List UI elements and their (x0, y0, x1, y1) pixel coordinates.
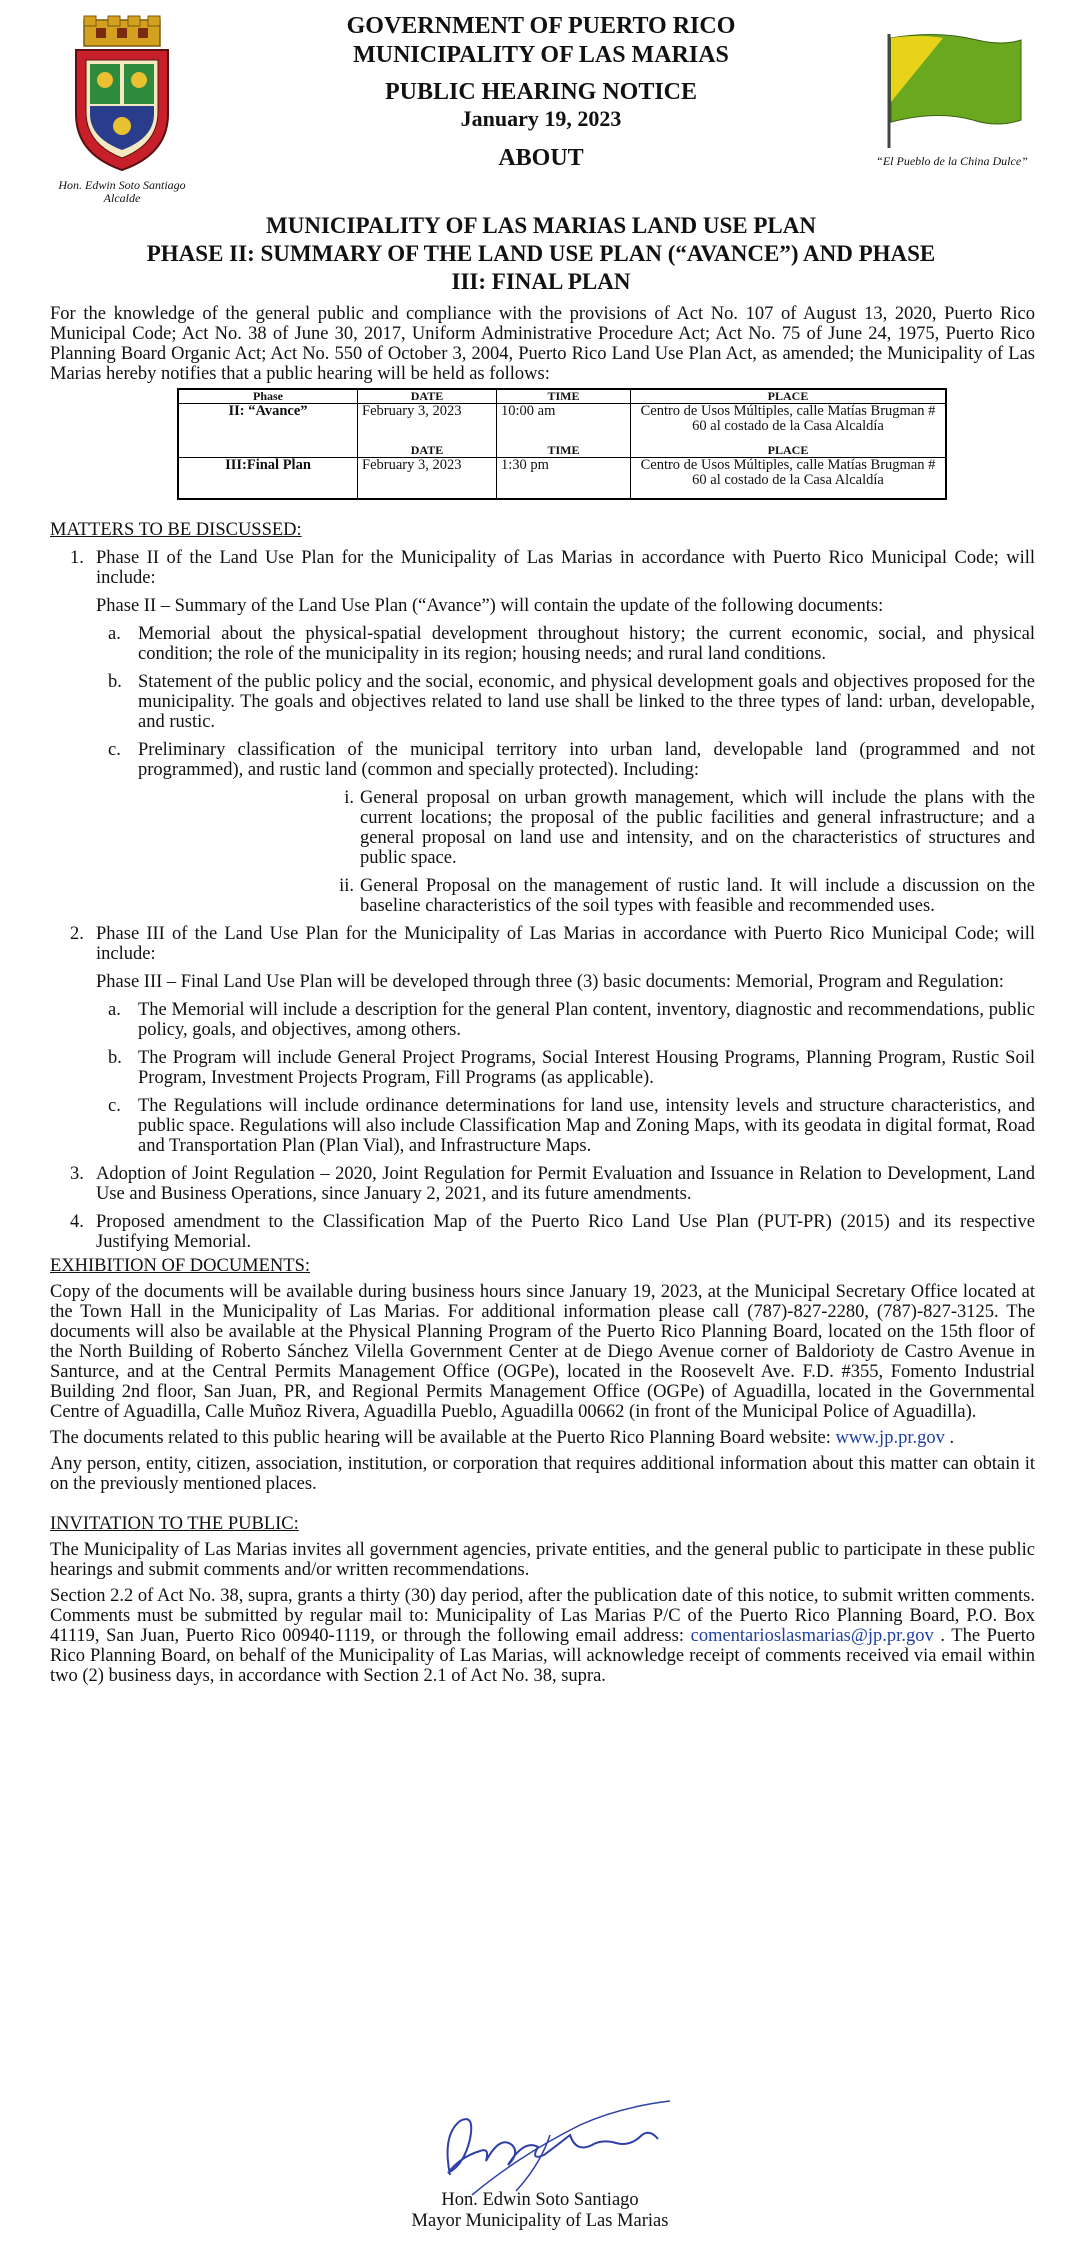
matter-1-text: Phase II of the Land Use Plan for the Municipality of Las Marias in accordance with Puerto Rico Municipal Code; will include: (96, 548, 1035, 588)
planning-board-website-link[interactable]: www.jp.pr.gov (835, 1428, 945, 1448)
list-item (50, 1164, 1035, 1204)
exhibition-paragraph-2 (50, 1428, 1035, 1448)
list-marker: a. (108, 1000, 121, 1020)
notice-date: January 19, 2023 (460, 106, 622, 131)
table-header-place: PLACE (631, 444, 947, 458)
government-title: GOVERNMENT OF PUERTO RICO (346, 13, 736, 39)
invitation-heading: INVITATION TO THE PUBLIC: (50, 1514, 299, 1534)
table-header-phase: Phase (178, 389, 358, 404)
signatory-name: Hon. Edwin Soto Santiago (441, 2190, 639, 2210)
list-marker: 1. (70, 548, 84, 568)
matter-2-sublist (96, 1000, 1035, 1156)
list-marker: 3. (70, 1164, 84, 1184)
plan-title (40, 212, 1042, 296)
list-marker: c. (108, 740, 121, 760)
crest-caption-name: Hon. Edwin Soto Santiago (58, 178, 186, 192)
table-header-phase (178, 444, 358, 458)
invitation-paragraph-2-end: . The Puerto Rico Planning Board, on behalf of the Municipality of Las Marias, will acknowledge receipt of comments received via email within two (2) business days, in accordance with Section 2.1 of Act No. 38, supra. (50, 1626, 1035, 1686)
table-header-row (178, 389, 946, 404)
list-item (338, 876, 1035, 916)
table-row (178, 458, 946, 500)
list-marker: a. (108, 624, 121, 644)
matter-1c-text: Preliminary classification of the municipal territory into urban land, developable land (programmed and not programmed), and rustic land (common and specially protected). Including: (138, 740, 1035, 780)
municipal-flag (842, 30, 1062, 190)
matter-1c-i-text: General proposal on urban growth management, which will include the plans with the current locations; the proposal of the public facilities and general infrastructure; and a general proposal on land use and intensity, and on the characteristics of structures and public space. (360, 788, 1035, 868)
notice-body (50, 304, 1035, 1686)
list-marker: ii. (339, 876, 354, 896)
row-place: Centro de Usos Múltiples, calle Matías Brugman # 60 al costado de la Casa Alcaldía (631, 458, 947, 500)
table-row (178, 404, 946, 445)
matter-1-sublist (96, 624, 1035, 916)
list-marker: 2. (70, 924, 84, 944)
flag-caption: “El Pueblo de la China Dulce” (876, 154, 1028, 168)
row-date: February 3, 2023 (358, 458, 497, 500)
matter-4-text: Proposed amendment to the Classification Map of the Puerto Rico Land Use Plan (PUT-PR) (2015) and its respective Justifying Memorial. (96, 1212, 1035, 1252)
matter-2-sub: Phase III – Final Land Use Plan will be developed through three (3) basic documents: Memorial, Program and Regulation: (96, 972, 1004, 992)
flag-icon (877, 30, 1027, 150)
list-item (96, 1096, 1035, 1156)
table-header-date: DATE (358, 444, 497, 458)
about-label: ABOUT (498, 145, 584, 171)
row-place: Centro de Usos Múltiples, calle Matías Brugman # 60 al costado de la Casa Alcaldía (631, 404, 947, 445)
matter-1a-text: Memorial about the physical-spatial development throughout history; the current economic, social, and physical condition; the role of the municipality in its region; housing needs; and rural land conditions. (138, 624, 1035, 664)
list-item (96, 624, 1035, 664)
notice-title: PUBLIC HEARING NOTICE (384, 79, 698, 105)
list-item (96, 1000, 1035, 1040)
list-marker: c. (108, 1096, 121, 1116)
row-time: 1:30 pm (497, 458, 631, 500)
invitation-paragraph-2-text: Section 2.2 of Act No. 38, supra, grants a thirty (30) day period, after the publication date of this notice, to submit written comments. Comments must be submitted by regular mail to: Municipality of Las Marias P/C of the Puerto Rico Planning Board, P.O. Box 41119, San Juan, Puerto Rico 00940-1119, or through the following email address: (50, 1586, 1035, 1646)
list-item (50, 924, 1035, 1156)
crest-caption-title: Alcalde (103, 191, 141, 205)
crest-icon (62, 14, 182, 174)
list-item (50, 1212, 1035, 1252)
comments-email-link[interactable]: comentarioslasmarias@jp.pr.gov (690, 1626, 934, 1646)
row-phase: III:Final Plan (178, 458, 358, 500)
list-item (338, 788, 1035, 868)
plan-title-line-3: III: FINAL PLAN (451, 269, 631, 294)
row-time: 10:00 am (497, 404, 631, 445)
plan-title-line-2: PHASE II: SUMMARY OF THE LAND USE PLAN (“AVANCE”) AND PHASE (146, 241, 936, 266)
matter-1-sub: Phase II – Summary of the Land Use Plan (“Avance”) will contain the update of the following documents: (96, 596, 884, 616)
exhibition-paragraph-1: Copy of the documents will be available during business hours since January 19, 2023, at the Municipal Secretary Office located at the Town Hall in the Municipality of Las Marias. For additional information please call (787)-827-2280, (787)-827-3125. The documents will also be available at the Physical Planning Program of the Puerto Rico Planning Board, located on the 15th floor of the North Building of Roberto Sánchez Vilella Government Center at de Diego Avenue corner of Baldorioty de Castro Avenue in Santurce, and at the Central Permits Management Office (OGPe), located in the Roosevelt Ave. F.D. #355, Fomento Industrial Building 2nd floor, San Juan, PR, and Regional Permits Management Office (OGPe) of Aguadilla, located in the Governmental Centre of Aguadilla, Calle Muñoz Rivera, Aguadilla Pueblo, Aguadilla 00662 (in front of the Municipal Police of Aguadilla). (50, 1282, 1035, 1422)
hearing-schedule-table (177, 388, 947, 500)
mayor-signature (420, 2095, 700, 2205)
exhibition-heading: EXHIBITION OF DOCUMENTS: (50, 1256, 311, 1276)
row-date: February 3, 2023 (358, 404, 497, 445)
matter-1b-text: Statement of the public policy and the social, economic, and physical development goals and objectives proposed for the municipality. The goals and objectives related to land use shall be linked to the three types of land: urban, developable, and rustic. (138, 672, 1035, 732)
list-marker: i. (344, 788, 354, 808)
list-marker: b. (108, 672, 122, 692)
list-item (96, 1048, 1035, 1088)
matter-1c-sublist (138, 788, 1035, 916)
matter-2a-text: The Memorial will include a description for the general Plan content, inventory, diagnostic and recommendations, public policy, goals, and objectives, among others. (138, 1000, 1035, 1040)
matters-list (50, 548, 1035, 1252)
exhibition-paragraph-2-end: . (944, 1428, 955, 1448)
municipal-crest (32, 14, 212, 204)
matters-heading: MATTERS TO BE DISCUSSED: (50, 520, 302, 540)
list-item (96, 740, 1035, 916)
matter-2-text: Phase III of the Land Use Plan for the Municipality of Las Marias in accordance with Puerto Rico Municipal Code; will include: (96, 924, 1035, 964)
matter-2c-text: The Regulations will include ordinance determinations for land use, intensity levels and structure characteristics, and public space. Regulations will also include Classification Map and Zoning Maps, with its geodata in digital format, Road and Transportation Plan (Plan Vial), and Infrastructure Maps. (138, 1096, 1035, 1156)
list-item (96, 672, 1035, 732)
municipality-title: MUNICIPALITY OF LAS MARIAS (353, 42, 729, 68)
exhibition-paragraph-2-text: The documents related to this public hearing will be available at the Puerto Rico Planning Board website: (50, 1428, 831, 1448)
matter-2b-text: The Program will include General Project Programs, Social Interest Housing Programs, Planning Program, Rustic Soil Program, Investment Projects Program, Fill Programs (as applicable). (138, 1048, 1035, 1088)
table-header-date: DATE (358, 389, 497, 404)
plan-title-line-1: MUNICIPALITY OF LAS MARIAS LAND USE PLAN (266, 213, 816, 238)
signatory-block (330, 2190, 750, 2232)
matter-1c-ii-text: General Proposal on the management of rustic land. It will include a discussion on the baseline characteristics of the soil types with feasible and recommended uses. (360, 876, 1035, 916)
list-marker: 4. (70, 1212, 84, 1232)
table-header-time: TIME (497, 444, 631, 458)
list-marker: b. (108, 1048, 122, 1068)
table-header-time: TIME (497, 389, 631, 404)
matter-3-text: Adoption of Joint Regulation – 2020, Joint Regulation for Permit Evaluation and Issuance in Relation to Development, Land Use and Business Operations, since January 2, 2021, and its future amendments. (96, 1164, 1035, 1204)
exhibition-paragraph-3: Any person, entity, citizen, association, institution, or corporation that requires additional information about this matter can obtain it on the previously mentioned places. (50, 1454, 1035, 1494)
table-header-place: PLACE (631, 389, 947, 404)
table-header-row (178, 444, 946, 458)
signatory-title: Mayor Municipality of Las Marias (411, 2211, 669, 2231)
header (250, 12, 832, 172)
list-item (50, 548, 1035, 916)
invitation-paragraph-1: The Municipality of Las Marias invites all government agencies, private entities, and the general public to participate in these public hearings and submit comments and/or written recommendations. (50, 1540, 1035, 1580)
row-phase: II: “Avance” (178, 404, 358, 445)
invitation-paragraph-2 (50, 1586, 1035, 1686)
intro-paragraph: For the knowledge of the general public and compliance with the provisions of Act No. 107 of August 13, 2020, Puerto Rico Municipal Code; Act No. 38 of June 30, 2017, Uniform Administrative Procedure Act; Act No. 75 of June 24, 1975, Puerto Rico Planning Board Organic Act; Act No. 550 of October 3, 2004, Puerto Rico Land Use Plan Act, as amended; the Municipality of Las Marias hereby notifies that a public hearing will be held as follows: (50, 304, 1035, 384)
